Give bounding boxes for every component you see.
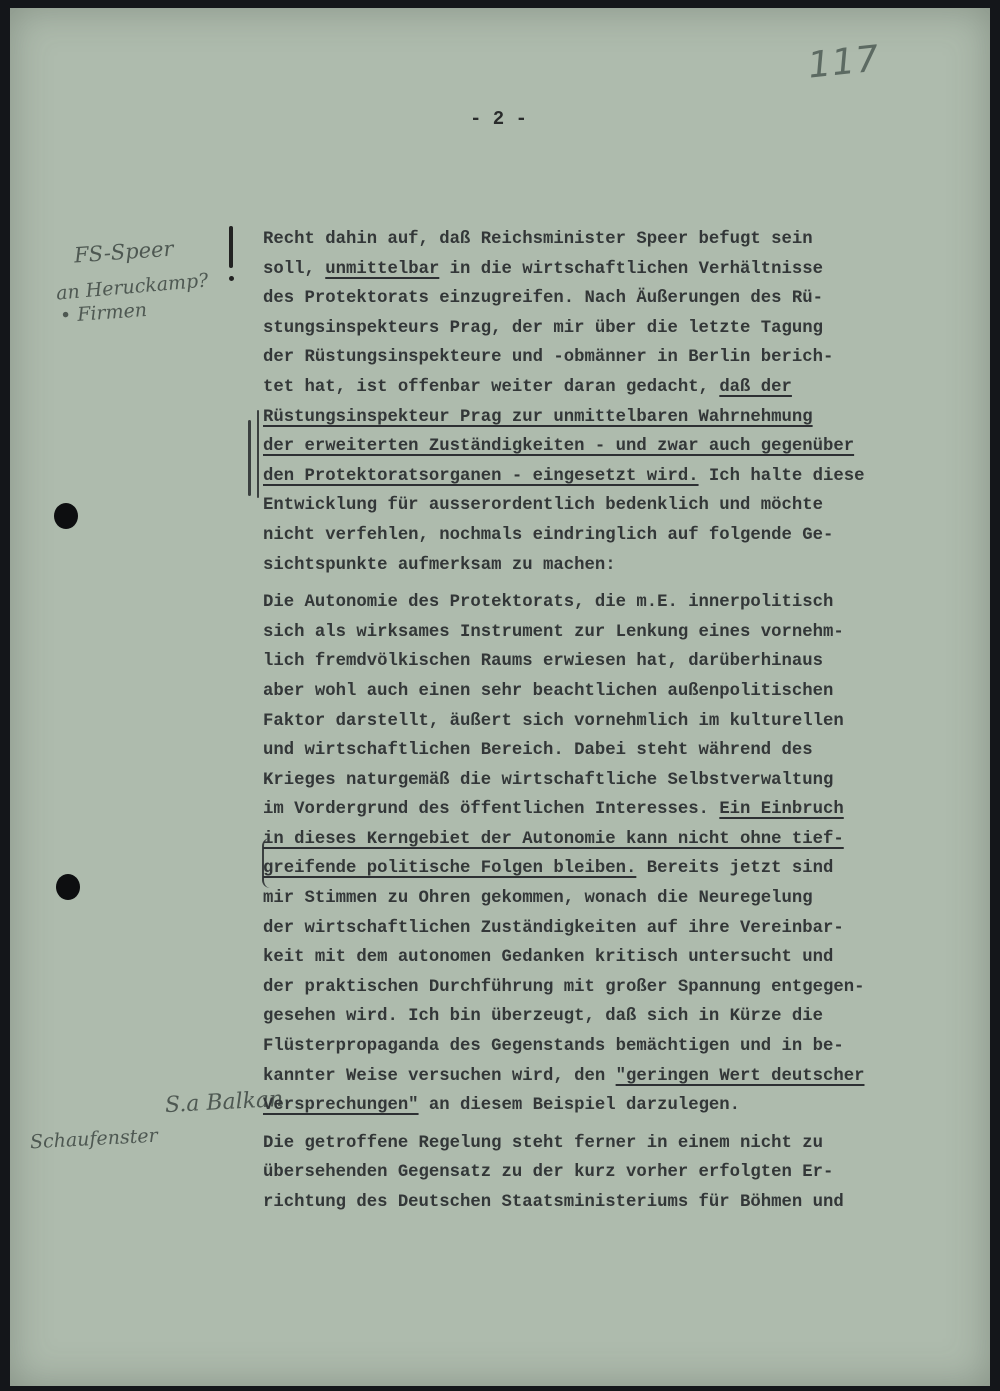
text-segment: Recht dahin auf, daß Reichsminister Speer befugt sein	[263, 230, 813, 249]
text-line	[263, 795, 983, 825]
text-segment: Krieges naturgemäß die wirtschaftliche Selbstverwaltung	[263, 770, 834, 790]
text-segment: im Vordergrund des öffentlichen Interesses.	[263, 800, 720, 820]
text-segment: des Protektorats einzugreifen. Nach Äußerungen des Rü-	[263, 289, 824, 309]
paragraph	[263, 225, 983, 580]
text-line	[263, 618, 983, 648]
exclamation-mark-stroke	[229, 226, 233, 268]
text-line	[263, 284, 983, 314]
text-line	[263, 403, 983, 433]
text-line	[263, 343, 983, 373]
underlined-text: "geringen Wert deutscher	[615, 1066, 865, 1086]
text-segment: der praktischen Durchführung mit großer Spannung entgegen-	[263, 977, 865, 997]
margin-note: an Heruckamp?	[55, 269, 210, 305]
margin-line	[257, 410, 259, 498]
text-line	[263, 677, 983, 707]
exclamation-mark-dot	[229, 276, 234, 281]
underlined-text: unmittelbar	[325, 259, 440, 279]
text-segment: an diesem Beispiel darzulegen.	[418, 1096, 741, 1116]
margin-note: S.a Balkan	[164, 1086, 284, 1119]
text-segment: sich als wirksames Instrument zur Lenkung eines vornehm-	[263, 622, 844, 642]
punch-hole	[56, 874, 80, 900]
text-segment: mir Stimmen zu Ohren gekommen, wonach die Neuregelung	[263, 889, 813, 909]
text-line	[263, 943, 983, 973]
text-line	[263, 373, 983, 403]
underlined-text: den Protektoratsorganen - eingesetzt wird.	[263, 466, 699, 486]
text-line	[263, 647, 983, 677]
text-segment: Die getroffene Regelung steht ferner in einem nicht zu	[263, 1133, 824, 1153]
letter-body	[263, 225, 983, 1218]
punch-hole	[54, 503, 78, 529]
page-number: - 2 -	[470, 108, 528, 130]
text-segment: Faktor darstellt, äußert sich vornehmlich im kulturellen	[263, 711, 844, 731]
margin-note: Schaufenster	[29, 1124, 159, 1154]
text-line	[263, 314, 983, 344]
text-line	[263, 1188, 983, 1218]
text-segment: nicht verfehlen, nochmals eindringlich auf folgende Ge-	[263, 525, 834, 545]
text-line	[263, 766, 983, 796]
text-segment: der Rüstungsinspekteure und -obmänner in Berlin berich-	[263, 348, 834, 368]
text-segment: in die wirtschaftlichen Verhältnisse	[439, 259, 824, 279]
text-segment: keit mit dem autonomen Gedanken kritisch untersucht und	[263, 948, 834, 968]
underlined-text: Rüstungsinspekteur Prag zur unmittelbaren Wahrnehmung	[263, 407, 813, 427]
text-segment: tet hat, ist offenbar weiter daran gedacht,	[263, 377, 720, 397]
text-line	[263, 1129, 983, 1159]
paragraph	[263, 1129, 983, 1218]
text-segment: Bereits jetzt sind	[636, 859, 834, 879]
text-segment: kannter Weise versuchen wird, den	[263, 1066, 616, 1086]
text-line	[263, 1091, 983, 1121]
text-segment: lich fremdvölkischen Raums erwiesen hat, darüberhinaus	[263, 652, 824, 672]
text-segment: und wirtschaftlichen Bereich. Dabei steht während des	[263, 741, 813, 761]
text-segment: Ich halte diese	[698, 466, 865, 486]
text-segment: Die Autonomie des Protektorats, die m.E. innerpolitisch	[263, 593, 834, 613]
text-line	[263, 707, 983, 737]
text-line	[263, 973, 983, 1003]
text-line	[263, 491, 983, 521]
text-line	[263, 432, 983, 462]
underlined-text: Ein Einbruch	[719, 800, 844, 820]
text-line	[263, 825, 983, 855]
underlined-text: greifende politische Folgen bleiben.	[263, 859, 637, 879]
text-line	[263, 462, 983, 492]
text-line	[263, 736, 983, 766]
underlined-text: Versprechungen"	[263, 1096, 419, 1116]
text-line	[263, 1032, 983, 1062]
text-line	[263, 914, 983, 944]
text-line	[263, 521, 983, 551]
text-segment: der wirtschaftlichen Zuständigkeiten auf ihre Vereinbar-	[263, 918, 844, 938]
underlined-text: der erweiterten Zuständigkeiten - und zwar auch gegenüber	[263, 437, 855, 457]
text-segment: aber wohl auch einen sehr beachtlichen außenpolitischen	[263, 681, 834, 701]
text-line	[263, 255, 983, 285]
text-segment: richtung des Deutschen Staatsministeriums für Böhmen und	[263, 1193, 844, 1212]
margin-note: FS-Speer	[73, 236, 175, 268]
underlined-text: in dieses Kerngebiet der Autonomie kann nicht ohne tief-	[263, 829, 844, 849]
text-line	[263, 1002, 983, 1032]
text-line	[263, 884, 983, 914]
margin-note: • Firmen	[59, 298, 148, 328]
text-line	[263, 551, 983, 581]
text-line	[263, 854, 983, 884]
text-line	[263, 588, 983, 618]
text-segment: Entwicklung für ausserordentlich bedenklich und möchte	[263, 496, 824, 516]
underlined-text: daß der	[719, 377, 792, 397]
text-segment: Flüsterpropaganda des Gegenstands bemächtigen und in be-	[263, 1037, 844, 1057]
text-segment: soll,	[263, 259, 326, 279]
text-segment: übersehenden Gegensatz zu der kurz vorher erfolgten Er-	[263, 1163, 834, 1183]
text-line	[263, 1158, 983, 1188]
text-segment: sichtspunkte aufmerksam zu machen:	[263, 555, 616, 575]
text-segment: stungsinspekteurs Prag, der mir über die letzte Tagung	[263, 318, 824, 338]
margin-line	[248, 420, 251, 496]
paragraph	[263, 588, 983, 1121]
text-line	[263, 1062, 983, 1092]
text-segment: gesehen wird. Ich bin überzeugt, daß sich in Kürze die	[263, 1007, 824, 1027]
text-line	[263, 225, 983, 255]
folio-number: 117	[806, 38, 882, 87]
